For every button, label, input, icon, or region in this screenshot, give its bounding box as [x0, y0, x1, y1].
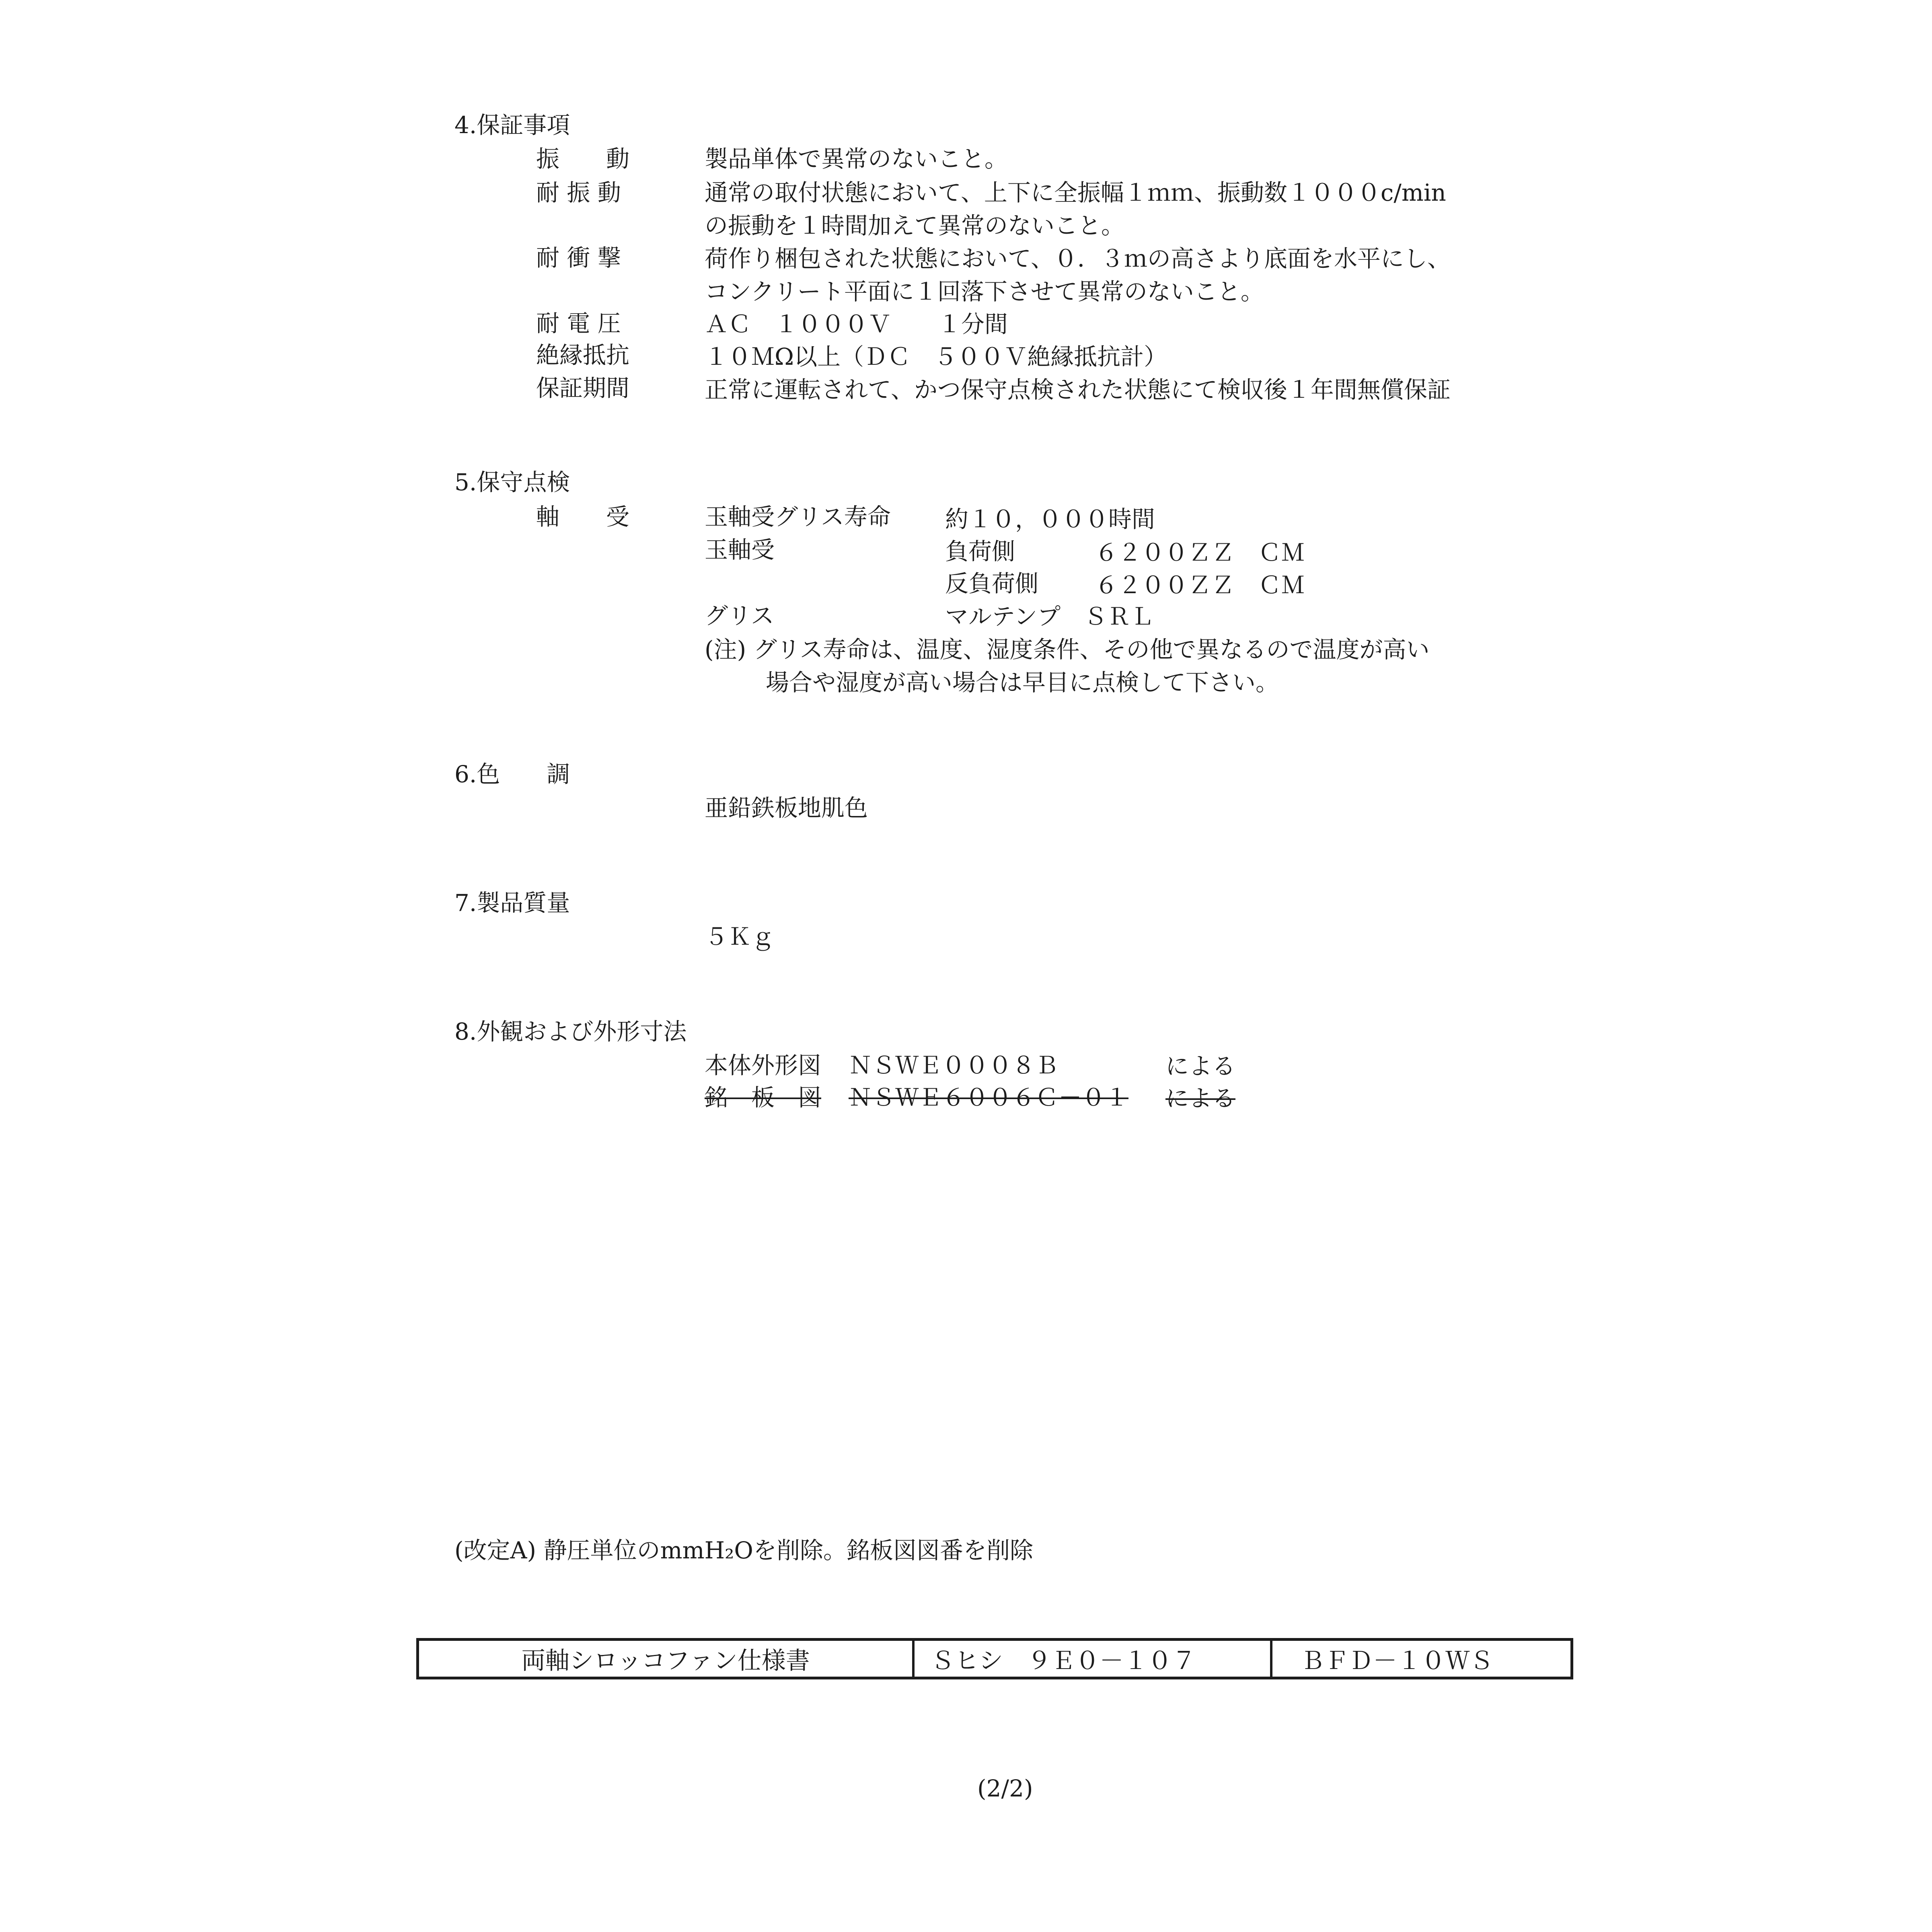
title-block-doc-number: Ｓヒシ ９Ｅ０－１０７: [915, 1641, 1272, 1677]
title-block-model: ＢＦＤ－１０ＷＳ: [1301, 1646, 1494, 1675]
note-line-2: 場合や湿度が高い場合は早目に点検して下さい。: [766, 669, 1279, 696]
section-8-heading: 8.外観および外形寸法: [454, 1018, 687, 1045]
section-4-heading: 4.保証事項: [454, 111, 570, 139]
revision-note: (改定A) 静圧単位のmmH₂Oを削除。銘板図図番を削除: [454, 1537, 1033, 1564]
section-6-heading: 6.色 調: [454, 760, 570, 788]
outline-drawing-suffix: による: [1165, 1052, 1236, 1080]
bearing-label: 軸 受: [536, 503, 630, 530]
nameplate-drawing-code: ＮＳＷＥ６００６Ｃ－０１: [849, 1084, 1129, 1111]
anti-load-side-value: ６２００ＺＺ ＣＭ: [1095, 571, 1305, 599]
shock-resistance-text-1: 荷作り梱包された状態において、０．３ｍの高さより底面を水平にし、: [705, 245, 1451, 272]
warranty-period-label: 保証期間: [536, 374, 630, 402]
vibration-resistance-text-1: 通常の取付状態において、上下に全振幅１ｍｍ、振動数１０００c/min: [705, 179, 1446, 206]
insulation-resistance-label: 絶縁抵抗: [536, 341, 630, 369]
grease-label: グリス: [705, 602, 774, 629]
section-7-heading: 7.製品質量: [454, 889, 570, 917]
page-number: (2/2): [977, 1775, 1033, 1802]
nameplate-drawing-label: 銘 板 図: [705, 1084, 822, 1111]
load-side-label: 負荷側: [945, 538, 1015, 565]
ball-bearing-label: 玉軸受: [705, 536, 775, 563]
vibration-resistance-label: 耐 振 動: [536, 179, 621, 206]
shock-resistance-label: 耐 衝 撃: [536, 244, 621, 271]
grease-value: マルテンプ ＳＲＬ: [945, 603, 1154, 630]
title-block-title: 両軸シロッコファン仕様書: [419, 1641, 915, 1677]
insulation-resistance-text: １０ＭΩ以上（ＤＣ ５００Ｖ絶縁抵抗計）: [705, 343, 1167, 370]
section-5-heading: 5.保守点検: [454, 469, 570, 496]
vibration-label: 振 動: [536, 145, 630, 173]
outline-drawing-code: ＮＳＷＥ０００８Ｂ: [849, 1052, 1059, 1079]
withstand-voltage-text: ＡＣ １０００Ｖ １分間: [705, 310, 1008, 338]
vibration-resistance-text-2: の振動を１時間加えて異常のないこと。: [705, 212, 1125, 239]
color-value: 亜鉛鉄板地肌色: [705, 794, 868, 822]
nameplate-drawing-suffix: による: [1165, 1085, 1236, 1112]
outline-drawing-label: 本体外形図: [705, 1052, 822, 1079]
anti-load-side-label: 反負荷側: [945, 570, 1039, 597]
warranty-period-text: 正常に運転されて、かつ保守点検された状態にて検収後１年間無償保証: [705, 376, 1451, 403]
grease-life-value: 約１０，０００時間: [945, 506, 1155, 533]
note-line-1: (注) グリス寿命は、温度、湿度条件、その他で異なるので温度が高い: [705, 636, 1430, 663]
shock-resistance-text-2: コンクリート平面に１回落下させて異常のないこと。: [705, 278, 1264, 305]
mass-value: ５Ｋｇ: [705, 923, 775, 950]
vibration-text: 製品単体で異常のないこと。: [705, 145, 1008, 173]
title-block: [416, 1638, 1573, 1679]
load-side-value: ６２００ＺＺ ＣＭ: [1095, 539, 1305, 566]
withstand-voltage-label: 耐 電 圧: [536, 310, 621, 337]
grease-life-label: 玉軸受グリス寿命: [705, 503, 891, 530]
